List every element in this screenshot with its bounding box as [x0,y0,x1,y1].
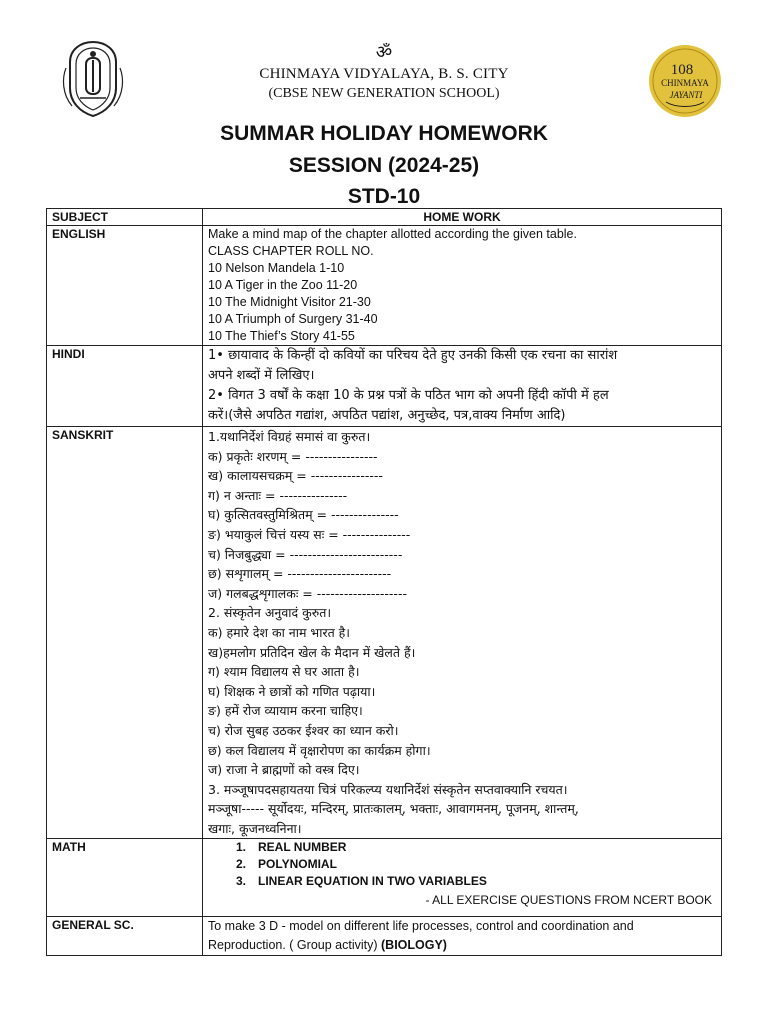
table-header-row [47,209,722,226]
session-title: SESSION (2024-25) [288,154,480,177]
sanskrit-line: खगाः, कूजनध्वनिना। [208,820,302,836]
english-line: 10 The Midnight Visitor 21-30 [208,295,371,309]
spacer [208,910,716,916]
hindi-homework [203,346,722,427]
math-note: - ALL EXERCISE QUESTIONS FROM NCERT BOOK [425,893,712,908]
sanskrit-homework [203,427,722,839]
hindi-row [47,346,722,427]
logo-jayanti: JAYANTI [669,90,703,100]
sanskrit-line: क) प्रकृतेः शरणम् = ---------------- [208,448,378,464]
sanskrit-line: ख)हमलोग प्रतिदिन खेल के मैदान में खेलते हैं। [208,644,416,660]
general-science-line: To make 3 D - model on different life processes, control and coordination and [208,919,634,934]
general-science-text: Reproduction. ( Group activity) [208,938,381,953]
homework-column-header: HOME WORK [203,209,722,226]
hindi-line: 1• छायावाद के किन्हीं दो कवियों का परिचय देते हुए उनकी किसी एक रचना का सारांश [208,348,618,363]
english-line: 10 The Thief’s Story 41-55 [208,329,355,343]
english-line: Make a mind map of the chapter allotted according the given table. [208,227,577,241]
sanskrit-line: ख) कालायसचक्रम् = ---------------- [208,468,383,484]
math-row [47,839,722,917]
math-homework [203,839,722,917]
math-topic-text: REAL NUMBER [258,840,347,855]
math-topic [208,856,716,873]
sanskrit-line: घ) कुत्सितवस्तुमिश्रितम् = --------------- [208,507,399,523]
general-science-line [208,936,716,955]
math-topic-text: LINEAR EQUATION IN TWO VARIABLES [258,874,487,889]
math-topic-text: POLYNOMIAL [258,857,337,872]
subject-column-header: SUBJECT [47,209,203,226]
logo-word: CHINMAYA [661,78,709,88]
sanskrit-line: क) हमारे देश का नाम भारत है। [208,624,351,640]
math-topic [208,873,716,890]
english-line: 10 A Tiger in the Zoo 11-20 [208,278,358,292]
biology-label: (BIOLOGY) [381,938,447,953]
sanskrit-line: 3. मञ्जूषापदसहायतया चित्रं परिकल्प्य यथानिर्देशं संस्कृतेन सप्तवाक्यानि रचयत। [208,781,568,797]
om-symbol: ॐ [375,42,393,63]
hindi-line: अपने शब्दों में लिखिए। [208,368,315,383]
sanskrit-line: 2. संस्कृतेन अनुवादं कुरुत। [208,605,332,621]
sanskrit-line: मञ्जूषा----- सूर्योदयः, मन्दिरम्, प्रातःकालम्, भक्ताः, आवागमनम्, पूजनम्, शान्तम्, [208,801,579,817]
sanskrit-line: ङ) भयाकुलं चित्तं यस्य सः = --------------- [208,526,411,542]
sanskrit-line: च) निजबुद्ध्या = ------------------------- [208,546,403,562]
english-homework [203,226,722,346]
sanskrit-line: ग) न अन्ताः = --------------- [208,487,348,503]
sanskrit-subject: SANSKRIT [47,427,203,839]
general-science-row [47,917,722,956]
sanskrit-line: घ) शिक्षक ने छात्रों को गणित पढ़ाया। [208,683,376,699]
math-topic-number: 1. [236,840,247,855]
math-topic-number: 3. [236,874,247,889]
math-topic-number: 2. [236,857,247,872]
sanskrit-line: छ) कल विद्यालय में वृक्षारोपण का कार्यक्रम होगा। [208,742,431,758]
english-subject: ENGLISH [47,226,203,346]
page-title: SUMMAR HOLIDAY HOMEWORK [220,122,548,145]
homework-table [46,208,722,956]
hindi-line: 2• विगत 3 वर्षों के कक्षा 10 के प्रश्न पत्रों के पठित भाग को अपनी हिंदी कॉपी में हल [208,388,609,403]
school-name: CHINMAYA VIDYALAYA, B. S. CITY [259,66,509,82]
hindi-subject: HINDI [47,346,203,427]
sanskrit-line: ग) श्याम विद्यालय से घर आता है। [208,664,360,680]
sanskrit-line: ज) गलबद्धशृगालकः = -------------------- [208,585,407,601]
english-line: 10 Nelson Mandela 1-10 [208,261,345,275]
general-science-homework [203,917,722,956]
logo-number: 108 [670,62,694,78]
hindi-line: करें।(जैसे अपठित गद्यांश, अपठित पद्यांश, अनुच्छेद, पत्र,वाक्य निर्माण आदि) [208,408,566,423]
general-science-subject: GENERAL SC. [47,917,203,956]
math-subject: MATH [47,839,203,917]
school-subtitle: (CBSE NEW GENERATION SCHOOL) [268,86,500,101]
sanskrit-line: ज) राजा ने ब्राह्मणों को वस्त्र दिए। [208,762,360,778]
english-row [47,226,722,346]
sanskrit-line: ङ) हमें रोज व्यायाम करना चाहिए। [208,703,363,719]
sanskrit-row [47,427,722,839]
sanskrit-line: च) रोज सुबह उठकर ईश्वर का ध्यान करो। [208,722,399,738]
sanskrit-line: 1.यथानिर्देशं विग्रहं समासं वा कुरुत। [208,429,371,444]
english-line: 10 A Triumph of Surgery 31-40 [208,312,378,326]
english-line: CLASS CHAPTER ROLL NO. [208,244,374,258]
class-title: STD-10 [347,185,421,208]
math-topic [208,839,716,856]
sanskrit-line: छ) सशृगालम् = ----------------------- [208,566,392,582]
